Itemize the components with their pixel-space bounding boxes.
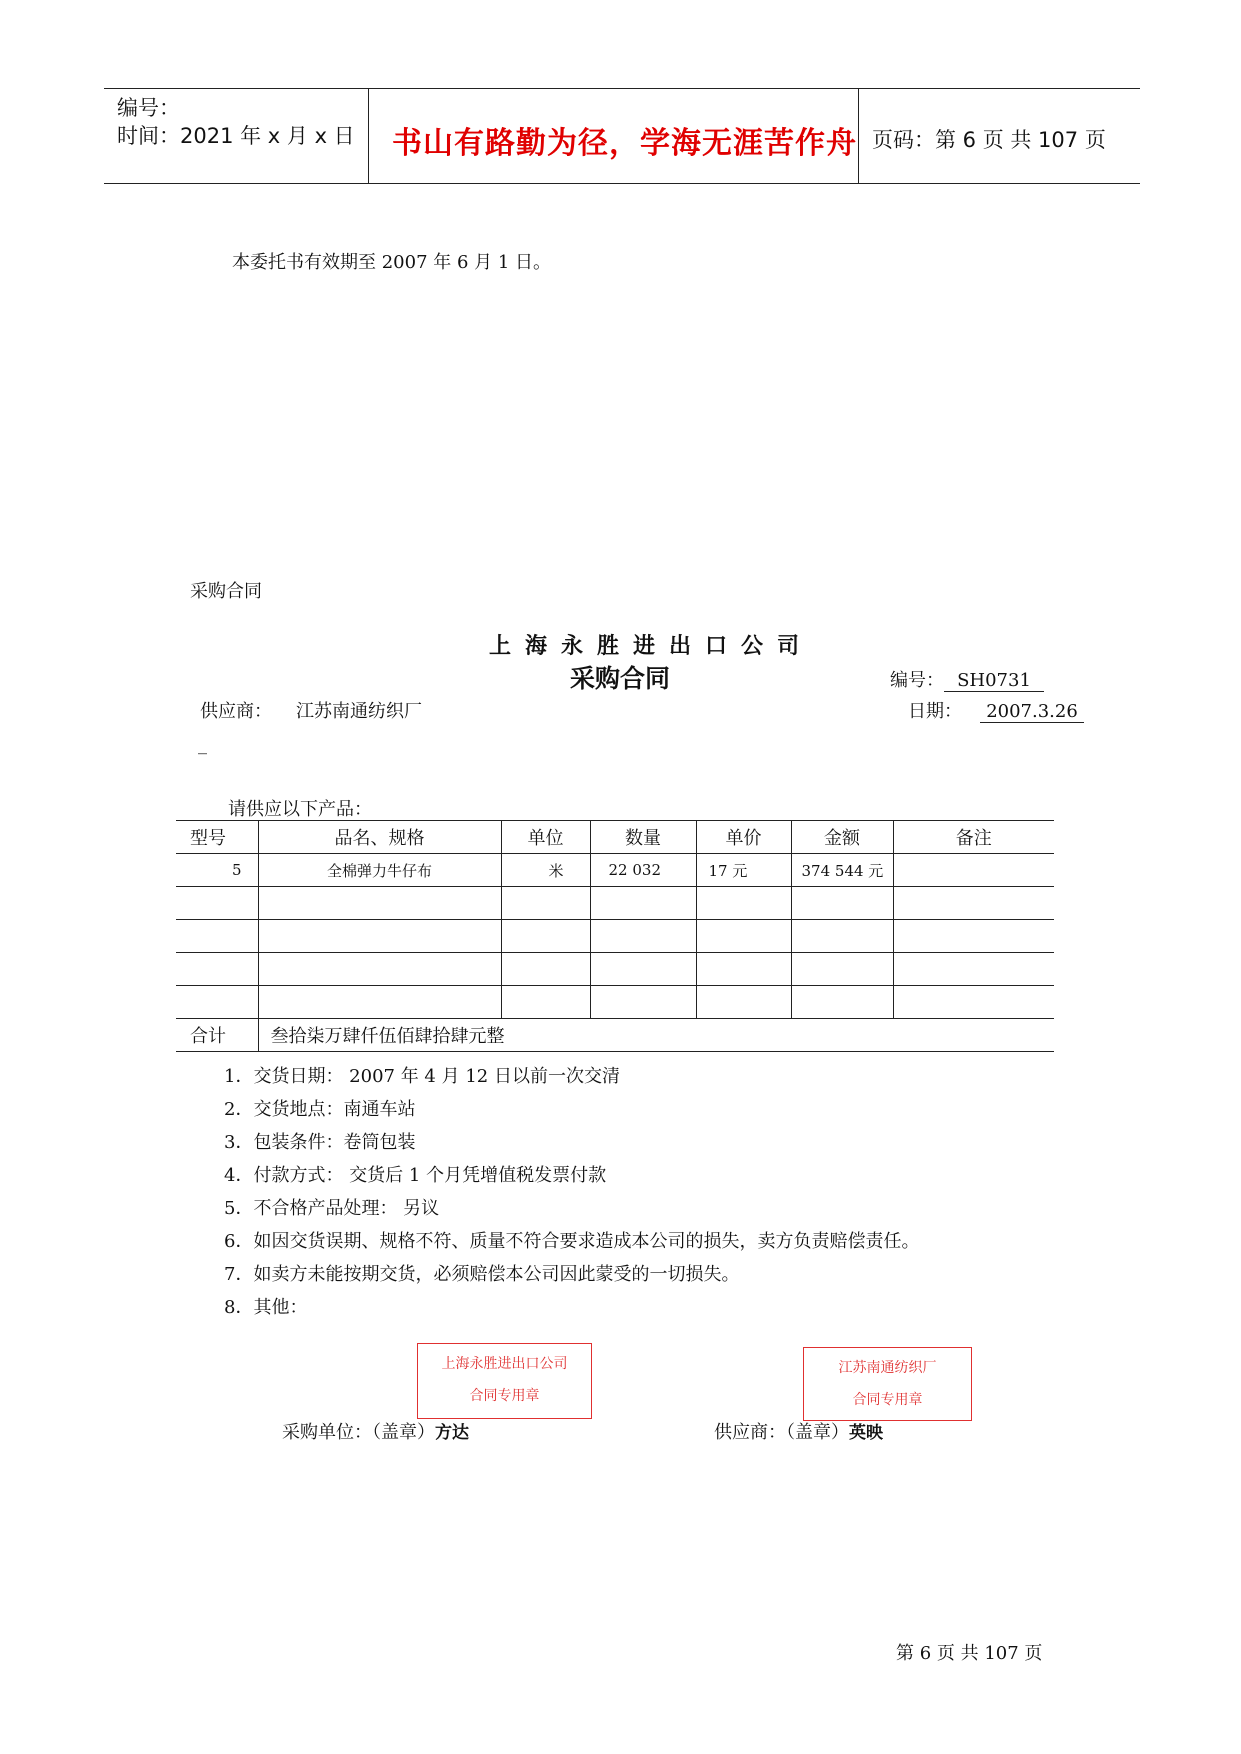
table-cell <box>501 986 590 1019</box>
total-label: 合计 <box>176 1019 258 1052</box>
table-cell <box>791 986 893 1019</box>
table-cell <box>893 854 1054 887</box>
header-cell: 数量 <box>590 821 696 854</box>
table-cell <box>696 920 791 953</box>
validity-note: 本委托书有效期至 2007 年 6 月 1 日。 <box>232 252 552 273</box>
buyer-signature-label: 采购单位：（盖章） <box>282 1422 435 1443</box>
header-cell: 品名、规格 <box>258 821 501 854</box>
table-cell: 米 <box>501 854 590 887</box>
supplier-stamp <box>803 1347 972 1421</box>
table-cell <box>590 920 696 953</box>
supplier-line <box>200 697 422 723</box>
date-label: 日期： <box>908 701 962 722</box>
request-text: 请供应以下产品： <box>228 799 372 820</box>
table-cell <box>176 986 258 1019</box>
buyer-signature <box>282 1418 469 1444</box>
header-serial-label: 编号： <box>117 96 180 120</box>
header-cell: 金额 <box>791 821 893 854</box>
table-row <box>176 953 1054 986</box>
date-line <box>908 697 1084 723</box>
header-page-code: 页码：第 6 页 共 107 页 <box>872 128 1106 152</box>
table-cell <box>590 953 696 986</box>
table-cell <box>590 986 696 1019</box>
table-cell <box>791 953 893 986</box>
table-cell <box>893 986 1054 1019</box>
date-value: 2007.3.26 <box>980 701 1084 723</box>
header-bottom-rule <box>104 183 1140 184</box>
total-value: 叁拾柒万肆仟伍佰肆拾肆元整 <box>258 1019 1054 1052</box>
clause-item: 5．不合格产品处理： 另议 <box>224 1198 440 1219</box>
contract-title: 采购合同 <box>570 664 671 693</box>
clause-item: 3．包装条件：卷筒包装 <box>224 1132 416 1153</box>
buyer-signature-name: 方达 <box>435 1423 469 1443</box>
footer-page-number: 第 6 页 共 107 页 <box>896 1643 1043 1664</box>
header-cell: 单价 <box>696 821 791 854</box>
header-cell: 型号 <box>176 821 258 854</box>
serial-no-value: SH0731 <box>944 670 1044 692</box>
stray-mark: _ <box>198 734 207 755</box>
table-cell: 22 032 <box>590 854 696 887</box>
buyer-stamp-line2: 合同专用章 <box>469 1388 540 1404</box>
header-top-rule <box>104 88 1140 89</box>
clause-item: 8．其他： <box>224 1297 308 1318</box>
table-cell: 全棉弹力牛仔布 <box>258 854 501 887</box>
supplier-signature <box>714 1418 883 1444</box>
header-cell: 单位 <box>501 821 590 854</box>
table-cell <box>176 953 258 986</box>
clause-item: 6．如因交货误期、规格不符、质量不符合要求造成本公司的损失，卖方负责赔偿责任。 <box>224 1231 920 1252</box>
table-cell <box>893 887 1054 920</box>
table-cell <box>258 920 501 953</box>
table-cell <box>893 920 1054 953</box>
table-cell <box>501 887 590 920</box>
table-cell <box>791 920 893 953</box>
table-cell <box>893 953 1054 986</box>
buyer-stamp-line1: 上海永胜进出口公司 <box>441 1356 568 1372</box>
header-divider-right <box>858 88 859 183</box>
table-total-row <box>176 1019 1054 1052</box>
supplier-stamp-line1: 江苏南通纺织厂 <box>838 1360 937 1376</box>
serial-no-label: 编号： <box>890 670 944 691</box>
product-table <box>176 820 1054 1052</box>
table-cell <box>696 986 791 1019</box>
table-cell <box>258 887 501 920</box>
table-row <box>176 920 1054 953</box>
table-row <box>176 986 1054 1019</box>
buyer-stamp <box>417 1343 592 1419</box>
table-cell <box>258 986 501 1019</box>
table-cell: 17 元 <box>696 854 791 887</box>
supplier-signature-name: 英映 <box>849 1423 883 1443</box>
supplier-label: 供应商： <box>200 701 272 722</box>
header-cell: 备注 <box>893 821 1054 854</box>
table-header-row <box>176 821 1054 854</box>
table-cell <box>258 953 501 986</box>
clause-item: 1．交货日期： 2007 年 4 月 12 日以前一次交清 <box>224 1066 620 1087</box>
header-time: 时间：2021 年 x 月 x 日 <box>117 124 355 148</box>
supplier-signature-label: 供应商：（盖章） <box>714 1422 849 1443</box>
supplier-stamp-line2: 合同专用章 <box>852 1392 923 1408</box>
table-cell <box>696 953 791 986</box>
table-cell: 374 544 元 <box>791 854 893 887</box>
table-cell <box>501 920 590 953</box>
table-cell <box>590 887 696 920</box>
company-name: 上海永胜进出口公司 <box>489 633 814 659</box>
clause-item: 7．如卖方未能按期交货，必须赔偿本公司因此蒙受的一切损失。 <box>224 1264 740 1285</box>
section-label: 采购合同 <box>190 581 262 602</box>
table-cell <box>791 887 893 920</box>
table-cell <box>696 887 791 920</box>
table-cell <box>176 920 258 953</box>
table-cell: 5 <box>176 854 258 887</box>
table-cell <box>176 887 258 920</box>
header-motto: 书山有路勤为径，学海无涯苦作舟 <box>392 126 857 161</box>
table-row <box>176 887 1054 920</box>
table-cell <box>501 953 590 986</box>
clause-item: 2．交货地点：南通车站 <box>224 1099 416 1120</box>
supplier-value: 江苏南通纺织厂 <box>296 701 422 722</box>
table-row <box>176 854 1054 887</box>
header-divider-left <box>368 88 369 183</box>
serial-no <box>890 666 1044 692</box>
clause-item: 4．付款方式： 交货后 1 个月凭增值税发票付款 <box>224 1165 607 1186</box>
